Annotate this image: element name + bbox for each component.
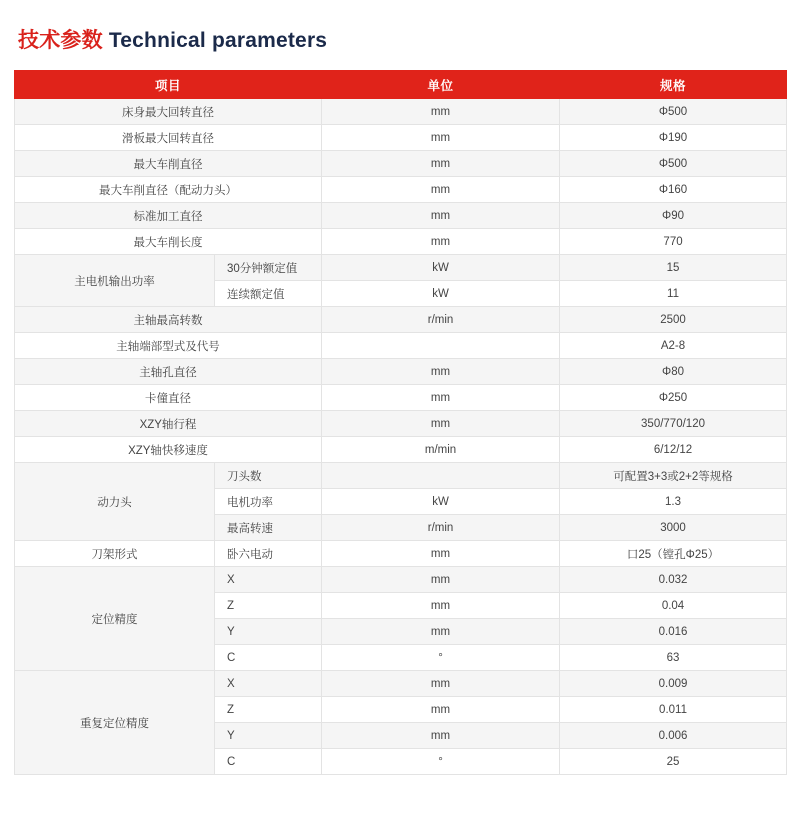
- row-spec: 63: [560, 645, 787, 671]
- page-title-cn: 技术参数: [18, 29, 103, 52]
- row-sub-label: Y: [215, 619, 322, 645]
- technical-parameters-table: [14, 70, 787, 775]
- row-spec: Φ160: [560, 177, 787, 203]
- row-sub-label: Y: [215, 723, 322, 749]
- row-unit: mm: [322, 229, 560, 255]
- row-spec: 0.016: [560, 619, 787, 645]
- table-row: [15, 99, 787, 125]
- row-spec: 770: [560, 229, 787, 255]
- row-spec: 可配置3+3或2+2等规格: [560, 463, 787, 489]
- row-group-label: 动力头: [15, 463, 215, 541]
- row-spec: 3000: [560, 515, 787, 541]
- row-sub-label: 最高转速: [215, 515, 322, 541]
- row-group-label: 刀架形式: [15, 541, 215, 567]
- row-spec: 0.006: [560, 723, 787, 749]
- table-header: [15, 71, 787, 99]
- row-sub-label: X: [215, 567, 322, 593]
- row-spec: 0.032: [560, 567, 787, 593]
- row-sub-label: X: [215, 671, 322, 697]
- row-unit: mm: [322, 697, 560, 723]
- table-row: [15, 437, 787, 463]
- row-unit: mm: [322, 359, 560, 385]
- table-row: [15, 671, 787, 697]
- row-sub-label: 卧六电动: [215, 541, 322, 567]
- row-item-label: 最大车削直径（配动力头）: [15, 177, 322, 203]
- row-item-label: 滑板最大回转直径: [15, 125, 322, 151]
- table-row: [15, 203, 787, 229]
- row-item-label: 主轴最高转数: [15, 307, 322, 333]
- table-row: [15, 567, 787, 593]
- row-sub-label: Z: [215, 593, 322, 619]
- table-row: [15, 255, 787, 281]
- row-unit: mm: [322, 411, 560, 437]
- row-unit: mm: [322, 151, 560, 177]
- row-spec: 口25（镗孔Φ25）: [560, 541, 787, 567]
- row-unit: mm: [322, 203, 560, 229]
- row-item-label: 主轴孔直径: [15, 359, 322, 385]
- row-item-label: 床身最大回转直径: [15, 99, 322, 125]
- row-spec: Φ500: [560, 151, 787, 177]
- row-sub-label: 连续额定值: [215, 281, 322, 307]
- row-sub-label: 30分钟额定值: [215, 255, 322, 281]
- table-row: [15, 229, 787, 255]
- row-spec: Φ80: [560, 359, 787, 385]
- row-unit: [322, 333, 560, 359]
- row-spec: 0.011: [560, 697, 787, 723]
- column-header-item: 项目: [15, 71, 322, 99]
- row-unit: mm: [322, 177, 560, 203]
- row-spec: 11: [560, 281, 787, 307]
- row-spec: A2-8: [560, 333, 787, 359]
- row-item-label: XZY轴快移速度: [15, 437, 322, 463]
- row-unit: r/min: [322, 515, 560, 541]
- row-unit: mm: [322, 567, 560, 593]
- table-row: [15, 411, 787, 437]
- row-unit: mm: [322, 125, 560, 151]
- row-unit: mm: [322, 671, 560, 697]
- row-unit: mm: [322, 99, 560, 125]
- row-group-label: 重复定位精度: [15, 671, 215, 775]
- row-unit: mm: [322, 541, 560, 567]
- row-spec: 0.04: [560, 593, 787, 619]
- table-row: [15, 333, 787, 359]
- row-spec: 15: [560, 255, 787, 281]
- row-unit: r/min: [322, 307, 560, 333]
- table-row: [15, 125, 787, 151]
- page-title-en: Technical parameters: [108, 29, 328, 52]
- row-unit: mm: [322, 385, 560, 411]
- row-item-label: 主轴端部型式及代号: [15, 333, 322, 359]
- row-unit: m/min: [322, 437, 560, 463]
- row-sub-label: 电机功率: [215, 489, 322, 515]
- row-spec: Φ500: [560, 99, 787, 125]
- table-row: [15, 177, 787, 203]
- row-item-label: 卡僮直径: [15, 385, 322, 411]
- row-unit: mm: [322, 619, 560, 645]
- row-unit: kW: [322, 281, 560, 307]
- row-unit: kW: [322, 489, 560, 515]
- row-spec: Φ90: [560, 203, 787, 229]
- table-row: [15, 359, 787, 385]
- page-title: [14, 0, 786, 70]
- row-spec: Φ250: [560, 385, 787, 411]
- row-unit: mm: [322, 593, 560, 619]
- table-row: [15, 151, 787, 177]
- row-spec: 0.009: [560, 671, 787, 697]
- row-sub-label: Z: [215, 697, 322, 723]
- row-unit: °: [322, 645, 560, 671]
- row-item-label: 最大车削直径: [15, 151, 322, 177]
- row-sub-label: C: [215, 749, 322, 775]
- table-row: [15, 541, 787, 567]
- row-spec: 25: [560, 749, 787, 775]
- row-sub-label: C: [215, 645, 322, 671]
- column-header-unit: 单位: [322, 71, 560, 99]
- row-sub-label: 刀头数: [215, 463, 322, 489]
- table-row: [15, 463, 787, 489]
- table-header-row: [15, 71, 787, 99]
- row-spec: 6/12/12: [560, 437, 787, 463]
- table-body: [15, 99, 787, 775]
- row-item-label: 最大车削长度: [15, 229, 322, 255]
- row-spec: 1.3: [560, 489, 787, 515]
- row-spec: 350/770/120: [560, 411, 787, 437]
- row-unit: [322, 463, 560, 489]
- row-unit: °: [322, 749, 560, 775]
- table-row: [15, 385, 787, 411]
- table-row: [15, 307, 787, 333]
- row-unit: mm: [322, 723, 560, 749]
- row-group-label: 定位精度: [15, 567, 215, 671]
- row-spec: 2500: [560, 307, 787, 333]
- row-unit: kW: [322, 255, 560, 281]
- row-item-label: XZY轴行程: [15, 411, 322, 437]
- column-header-spec: 规格: [560, 71, 787, 99]
- row-item-label: 标准加工直径: [15, 203, 322, 229]
- row-spec: Φ190: [560, 125, 787, 151]
- row-group-label: 主电机输出功率: [15, 255, 215, 307]
